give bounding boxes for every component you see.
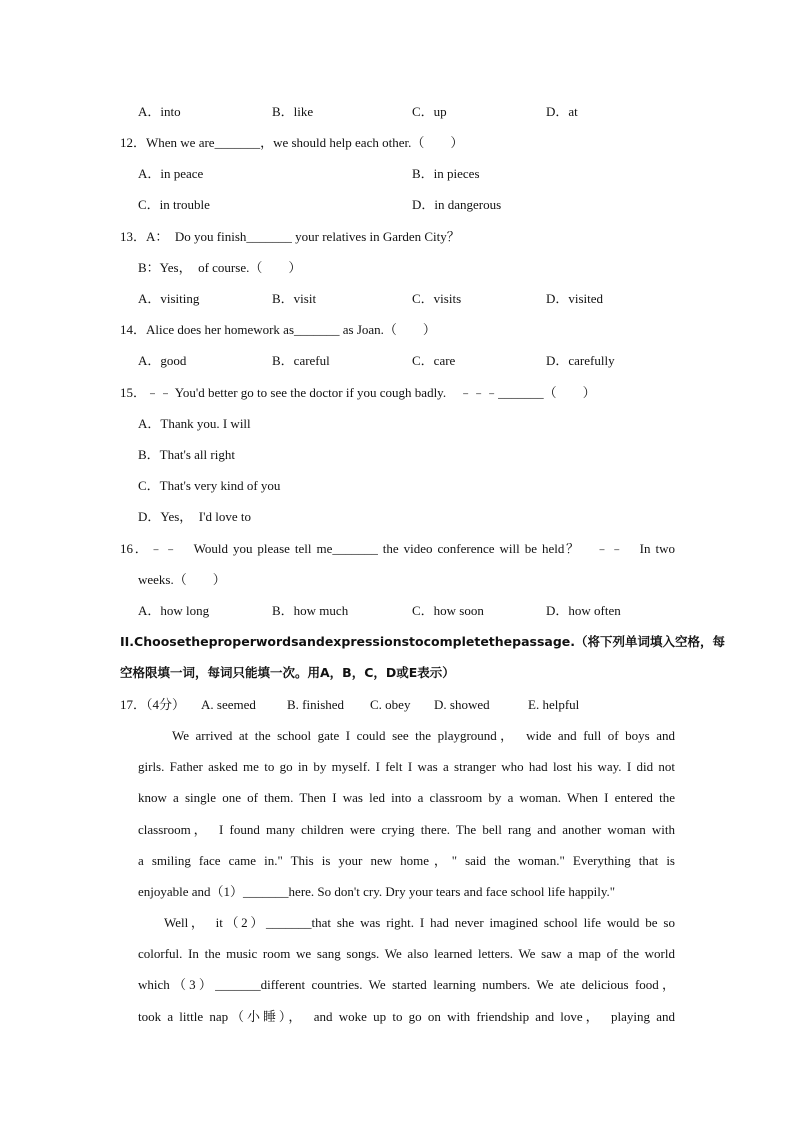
q14-stem: 14．Alice does her homework as_______ as Joan.（ ） <box>120 322 436 337</box>
passage-line: enjoyable and（1）_______here. So don't cry. Dry your tears and face school life happily." <box>138 884 616 900</box>
q14-option-b: B．careful <box>272 353 330 368</box>
q12-stem: 12．When we are_______，we should help each other.（ ） <box>120 135 464 150</box>
q16-option-a: A．how long <box>138 603 210 618</box>
q13-stem: 13．A： Do you finish_______ your relatives in Garden City？ <box>120 229 460 244</box>
q11-option-b: B．like <box>272 104 314 119</box>
q16-option-c: C．how soon <box>412 603 484 618</box>
q12-option-a: A．in peace <box>138 166 204 181</box>
q15-option-a: A．Thank you. I will <box>138 416 251 431</box>
passage-line: know a single one of them. Then I was led into a classroom by a woman. When I entered the <box>138 790 675 806</box>
q13-option-d: D．visited <box>546 291 604 306</box>
passage-line: which（3）_______different countries. We started learning numbers. We ate delicious food， <box>138 977 675 993</box>
passage-line: Well， it（2）_______that she was right. I had never imagined school life would be so <box>164 915 675 930</box>
q17-word-c: C. obey <box>370 697 411 712</box>
passage-line: colorful. In the music room we sang songs. We also learned letters. We saw a map of the world <box>138 946 675 962</box>
q13-option-a: A．visiting <box>138 291 200 306</box>
q14-option-c: C．care <box>412 353 456 368</box>
q11-option-d: D．at <box>546 104 578 119</box>
q16-option-d: D．how often <box>546 603 621 618</box>
q17-word-e: E. helpful <box>528 697 580 712</box>
q11-option-c: C．up <box>412 104 447 119</box>
section-heading-continued: 空格限填一词，每词只能填一次。用A，B，C，D或E表示） <box>120 665 455 680</box>
q14-option-a: A．good <box>138 353 187 368</box>
q12-option-b: B．in pieces <box>412 166 480 181</box>
q14-option-d: D．carefully <box>546 353 615 368</box>
q13-reply: B：Yes， of course.（ ） <box>138 260 302 275</box>
q13-option-c: C．visits <box>412 291 462 306</box>
passage-line: We arrived at the school gate I could see the playground， wide and full of boys and <box>172 728 675 743</box>
q15-option-d: D．Yes， I'd love to <box>138 509 251 524</box>
passage-line: girls. Father asked me to go in by myself. I felt I was a stranger who had lost his way. I did not <box>138 759 675 775</box>
passage-paragraph-2 <box>138 907 675 1032</box>
passage-paragraph-1 <box>138 720 675 907</box>
q16-stem-continued: weeks.（ ） <box>138 572 226 587</box>
passage-line: took a little nap（小睡）， and woke up to go on with friendship and love， playing and <box>138 1008 675 1024</box>
q11-option-a: A．into <box>138 104 181 119</box>
q17-word-b: B. finished <box>287 697 345 712</box>
q17-label: 17．（4分） <box>120 697 186 712</box>
q16-option-b: B．how much <box>272 603 349 618</box>
q12-option-c: C．in trouble <box>138 197 210 212</box>
q15-option-c: C．That's very kind of you <box>138 478 281 493</box>
passage-line: classroom， I found many children were crying there. The bell rang and another woman with <box>138 821 675 837</box>
q17-word-d: D. showed <box>434 697 490 712</box>
q16-stem: 16．﹣﹣ Would you please tell me_______ the video conference will be held？ ﹣﹣ In two <box>120 541 675 556</box>
q17-word-a: A. seemed <box>201 697 256 712</box>
q15-stem: 15．﹣﹣ You'd better go to see the doctor if you cough badly. ﹣﹣﹣_______（ ） <box>120 385 596 400</box>
passage-line: a smiling face came in." This is your new home，" said the woman." Everything that is <box>138 852 675 868</box>
section-heading: II.Choosetheproperwordsandexpressionstocompletethepassage.（将下列单词填入空格，每 <box>120 634 726 649</box>
q12-option-d: D．in dangerous <box>412 197 502 212</box>
q15-option-b: B．That's all right <box>138 447 235 462</box>
q13-option-b: B．visit <box>272 291 317 306</box>
